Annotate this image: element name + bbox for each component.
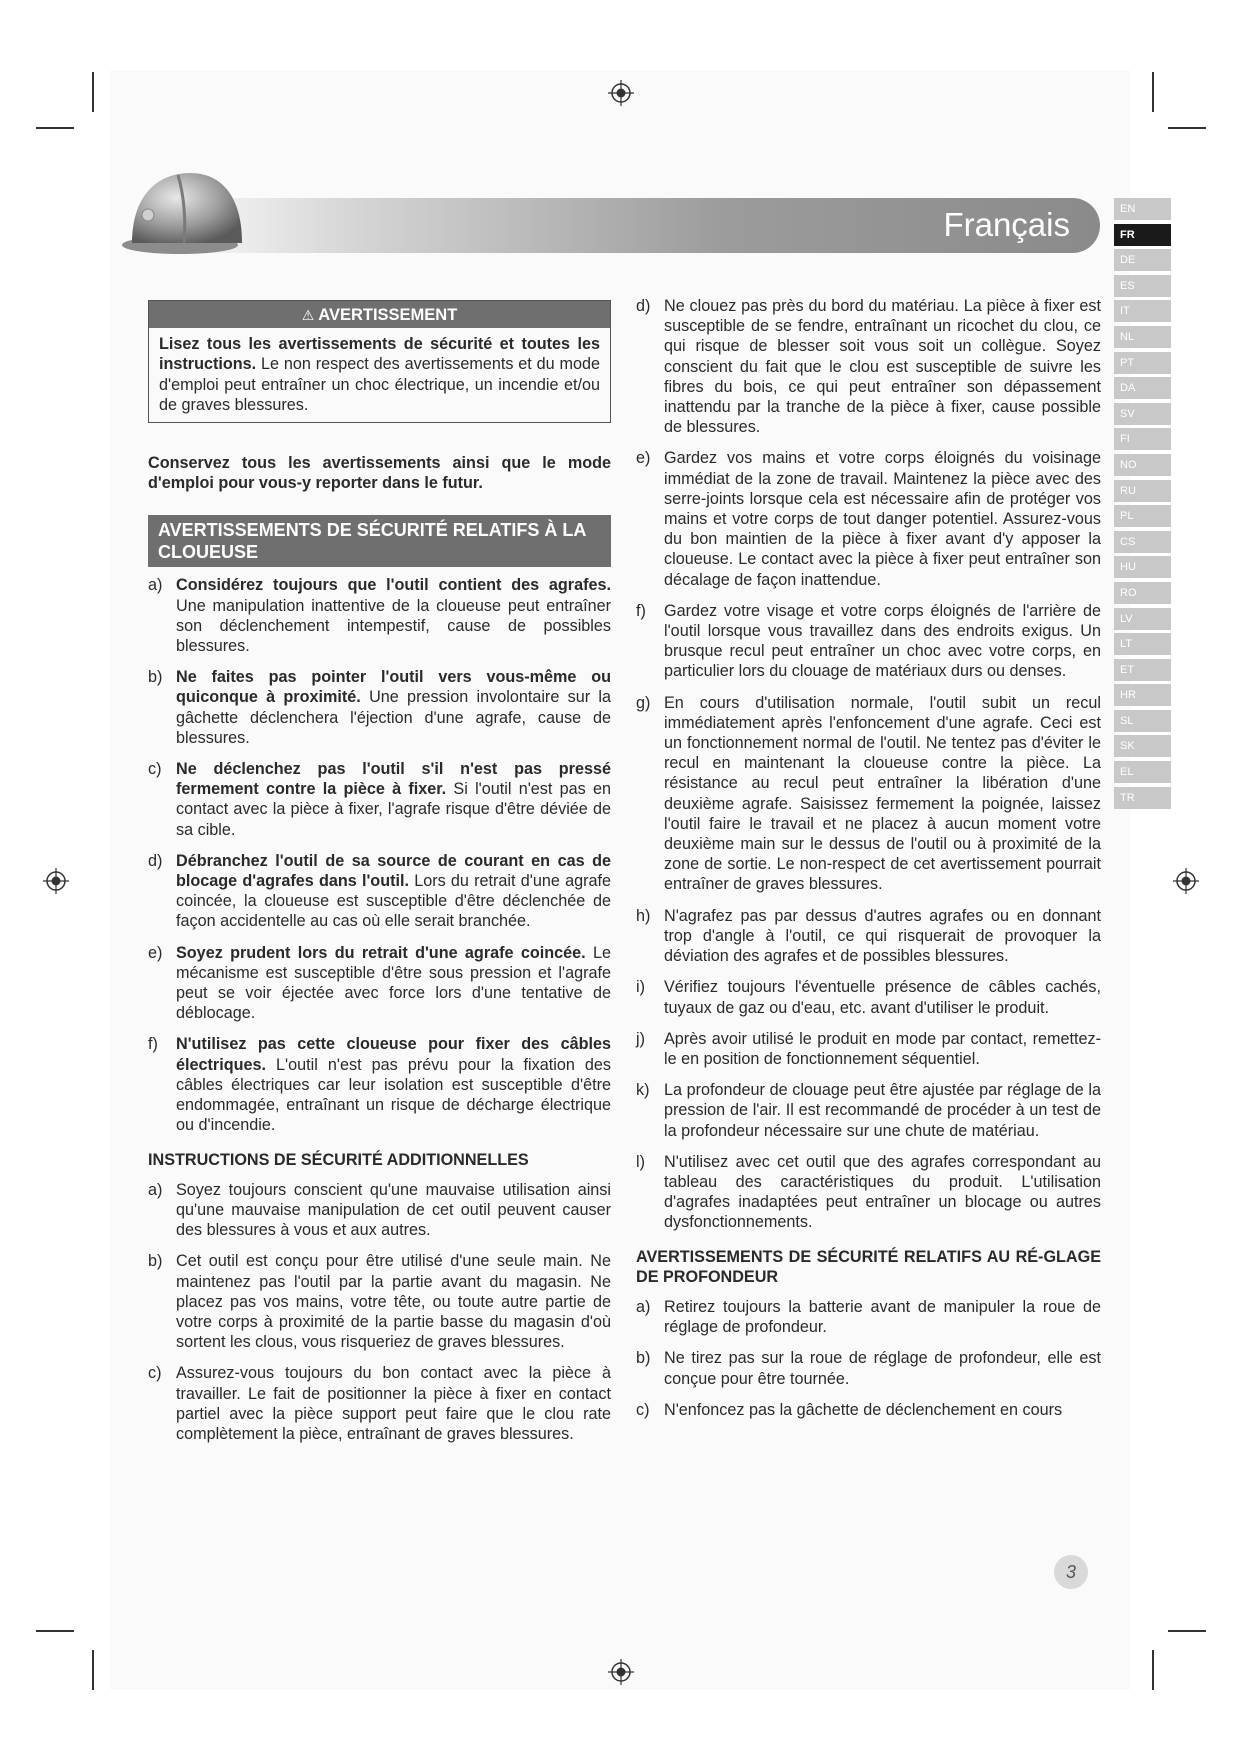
item-text: Assurez-vous toujours du bon contact avec la pièce à travailler. Le fait de positionner la pièce à fixer en contact partiel avec la pièce support peut faire que le clou rate complètement la pièce, entraînant de graves blessures. [176, 1364, 611, 1443]
language-tab-pt[interactable]: PT [1114, 352, 1171, 374]
item-label: k) [636, 1081, 650, 1100]
item-label: f) [636, 601, 646, 620]
item-label: f) [148, 1035, 158, 1054]
item-label: a) [148, 1180, 163, 1199]
registration-mark-icon [1171, 866, 1201, 896]
language-tab-ro[interactable]: RO [1114, 582, 1171, 604]
list-item [636, 1080, 1101, 1141]
item-text: N'agrafez pas par dessus d'autres agrafes ou en donnant trop d'angle à l'outil, ce qui risquerait de provoquer la déviation des agrafes et de possibles blessures. [664, 906, 1101, 966]
item-label: b) [148, 668, 163, 687]
warning-triangle-icon: ⚠ [301, 307, 315, 323]
list-item [148, 759, 611, 840]
warning-body: Lisez tous les avertissements de sécurité et toutes les instructions. Le non respect des avertissements et du mode d'emploi peut entraîner un choc électrique, un incendie et/ou de graves blessures. [159, 335, 600, 414]
item-text: Gardez votre visage et votre corps éloignés de l'arrière de l'outil lorsque vous travaillez dans des endroits exigus. Un brusque recul peut entraîner un choc avec votre corps, en particulier lors du clouage de matériaux durs ou denses. [664, 601, 1101, 681]
language-tabs [1114, 198, 1171, 812]
section3-list [636, 1297, 1101, 1420]
item-text: Si l'outil n'est pas en contact avec la pièce à fixer, l'agrafe risque d'être déviée de sa cible. [176, 780, 611, 839]
list-item [148, 851, 611, 932]
item-text: N'enfoncez pas la gâchette de déclenchement en cours [664, 1400, 1063, 1419]
crop-mark [1152, 1650, 1154, 1690]
language-tab-et[interactable]: ET [1114, 659, 1171, 681]
list-item [636, 1348, 1101, 1388]
item-label: c) [148, 1364, 162, 1383]
language-tab-en[interactable]: EN [1114, 198, 1171, 220]
header-band [150, 198, 1100, 253]
list-item [636, 977, 1101, 1017]
item-label: c) [636, 1400, 650, 1419]
language-tab-tr[interactable]: TR [1114, 787, 1171, 809]
language-tab-da[interactable]: DA [1114, 377, 1171, 399]
list-item [636, 448, 1101, 589]
crop-mark [1168, 127, 1206, 129]
item-label: e) [636, 449, 651, 468]
item-label: b) [636, 1349, 651, 1368]
item-label: a) [148, 576, 163, 595]
list-item [148, 1034, 611, 1135]
list-item [636, 1152, 1101, 1233]
language-tab-fi[interactable]: FI [1114, 428, 1171, 450]
item-text: Lors du retrait d'une agrafe coincée, la cloueuse est susceptible d'être déclenchée de façon accidentelle au cas où elle serait branchée. [176, 872, 611, 931]
language-tab-sl[interactable]: SL [1114, 710, 1171, 732]
item-text: Ne tirez pas sur la roue de réglage de profondeur, elle est conçue pour être tournée. [664, 1349, 1101, 1388]
item-text: Une pression involontaire sur la gâchette déclenchera l'éjection d'une agrafe, cause de blessures. [176, 688, 611, 747]
item-label: i) [636, 978, 645, 997]
section-heading: AVERTISSEMENTS DE SÉCURITÉ RELATIFS À LA CLOUEUSE [148, 515, 611, 567]
registration-mark-icon [41, 866, 71, 896]
list-item [148, 943, 611, 1024]
item-text: En cours d'utilisation normale, l'outil subit un recul immédiatement après l'enfoncement d'une agrafe. Ceci est un fonctionnement normal de l'outil. Ne tentez pas d'éviter le recul en maintenant la cloueuse contre la pièce. La résistance au recul peut entraîner la libération d'une deuxième agrafe. Saisissez fermement la poignée, laissez l'outil faire le travail et ne placez à aucun moment votre deuxième main sur le dessus de l'outil ou à proximité de la zone de sortie. Le non-respect de cet avertissement pourrait entraîner de graves blessures. [664, 693, 1101, 894]
keep-note: Conservez tous les avertissements ainsi que le mode d'emploi pour vous-y reporter dans le futur. [148, 454, 611, 493]
item-bold-text: N'utilisez pas cette cloueuse pour fixer des câbles électriques. [176, 1035, 611, 1074]
language-tab-pl[interactable]: PL [1114, 505, 1171, 527]
language-tab-ru[interactable]: RU [1114, 480, 1171, 502]
item-text: Après avoir utilisé le produit en mode par contact, remettez-le en position de fonctionnement séquentiel. [664, 1029, 1101, 1068]
registration-mark-icon [606, 78, 636, 108]
language-tab-sk[interactable]: SK [1114, 735, 1171, 757]
page-number: 3 [1054, 1555, 1088, 1589]
item-text: Gardez vos mains et votre corps éloignés du voisinage immédiat de la zone de travail. Maintenez la pièce avec des serre-joints lorsque cela est nécessaire afin de protéger vos mains et votre corps de tout danger potentiel. Assurez-vous du bon maintien de la pièce à fixer avant d'y apposer la cloueuse. Le contact avec la pièce à fixer peut entraîner son décalage de façon inattendue. [664, 449, 1101, 589]
crop-mark [1152, 72, 1154, 112]
language-tab-sv[interactable]: SV [1114, 403, 1171, 425]
item-label: d) [148, 851, 163, 870]
right-list [636, 296, 1101, 1233]
item-text: Soyez toujours conscient qu'une mauvaise utilisation ainsi qu'une mauvaise manipulation de cet outil peuvent causer des blessures à vous et aux autres. [176, 1180, 611, 1240]
crop-mark [92, 72, 94, 112]
list-item [148, 1363, 611, 1444]
item-label: g) [636, 693, 651, 712]
list-item [636, 1297, 1101, 1337]
list-item [636, 601, 1101, 682]
list-item [148, 1180, 611, 1241]
item-text: Le mécanisme est susceptible d'être sous pression et l'agrafe peut se voir éjectée avec force lors d'une tentative de déblocage. [176, 943, 611, 1023]
item-label: l) [636, 1152, 645, 1171]
language-tab-cs[interactable]: CS [1114, 531, 1171, 553]
language-tab-hu[interactable]: HU [1114, 556, 1171, 578]
item-label: a) [636, 1297, 651, 1316]
item-text: Une manipulation inattentive de la cloueuse peut entraîner son déclenchement intempestif, cause de possibles blessures. [176, 596, 611, 656]
item-text: Vérifiez toujours l'éventuelle présence de câbles cachés, tuyaux de gaz ou d'eau, etc. avant d'utiliser le produit. [664, 978, 1101, 1017]
crop-mark [92, 1650, 94, 1690]
list-item [636, 693, 1101, 895]
item-text: L'outil n'est pas prévu pour la fixation des câbles électriques car leur isolation est susceptible d'être endommagée, entraînant un risque de décharge électrique ou d'incendie. [176, 1055, 611, 1135]
registration-mark-icon [606, 1657, 636, 1687]
right-column [636, 296, 1101, 1431]
warning-title: ⚠ AVERTISSEMENT [149, 301, 610, 328]
language-tab-lv[interactable]: LV [1114, 608, 1171, 630]
item-text: Retirez toujours la batterie avant de manipuler la roue de réglage de profondeur. [664, 1297, 1101, 1337]
section2-list [148, 1180, 611, 1444]
item-label: j) [636, 1029, 645, 1048]
warning-box [148, 300, 611, 423]
crop-mark [36, 1630, 74, 1632]
section-heading: AVERTISSEMENTS DE SÉCURITÉ RELATIFS AU RÉ-GLAGE DE PROFONDEUR [636, 1247, 1101, 1286]
item-bold-text: Considérez toujours que l'outil contient des agrafes. [176, 576, 611, 595]
item-text: La profondeur de clouage peut être ajustée par réglage de la pression de l'air. Il est recommandé de procéder à un test de la profondeur nécessaire sur une chute de matériau. [664, 1081, 1101, 1140]
item-label: h) [636, 906, 651, 925]
list-item [148, 667, 611, 748]
item-label: c) [148, 760, 162, 779]
list-item [148, 1251, 611, 1352]
crop-mark [1168, 1630, 1206, 1632]
crop-mark [36, 127, 74, 129]
page-title: Français [943, 206, 1070, 243]
language-tab-hr[interactable]: HR [1114, 684, 1171, 706]
language-tab-fr[interactable]: FR [1114, 224, 1171, 246]
list-item [636, 1029, 1101, 1069]
language-tab-de[interactable]: DE [1114, 249, 1171, 271]
language-tab-es[interactable]: ES [1114, 275, 1171, 297]
language-tab-lt[interactable]: LT [1114, 633, 1171, 655]
item-text: Ne clouez pas près du bord du matériau. La pièce à fixer est susceptible de se fendre, entraînant un ricochet du clou, ce qui risque de blesser soit vous soit un collègue. Soyez conscient du fait que le clou est susceptible de suivre les fibres du bois, ce qui peut entraîner son dépassement inattendu par la tranche de la pièce à fixer, cause possible de blessures. [664, 297, 1101, 437]
list-item [636, 906, 1101, 967]
list-item [636, 1400, 1101, 1420]
left-column [148, 300, 611, 1455]
section1-list [148, 575, 611, 1135]
section-heading: INSTRUCTIONS DE SÉCURITÉ ADDITIONNELLES [148, 1150, 529, 1169]
list-item [148, 575, 611, 656]
item-label: e) [148, 943, 163, 962]
item-label: d) [636, 297, 651, 315]
item-label: b) [148, 1252, 163, 1271]
item-bold-text: Ne faites pas pointer l'outil vers vous-même ou quiconque à proximité. [176, 668, 611, 707]
item-bold-text: Ne déclenchez pas l'outil s'il n'est pas pressé fermement contre la pièce à fixer. [176, 760, 611, 799]
language-tab-nl[interactable]: NL [1114, 326, 1171, 348]
item-bold-text: Soyez prudent lors du retrait d'une agrafe coincée. [176, 943, 586, 962]
list-item [636, 296, 1101, 437]
language-tab-el[interactable]: EL [1114, 761, 1171, 783]
item-text: Cet outil est conçu pour être utilisé d'une seule main. Ne maintenez pas l'outil par la partie avant du magasin. Ne placez pas vos mains, votre tête, ou toute autre partie de votre corps à proximité de la partie basse du magasin d'où sortent les clous, vous risqueriez de graves blessures. [176, 1252, 611, 1352]
item-bold-text: Débranchez l'outil de sa source de courant en cas de blocage d'agrafes dans l'outil. [176, 851, 611, 891]
language-tab-it[interactable]: IT [1114, 300, 1171, 322]
language-tab-no[interactable]: NO [1114, 454, 1171, 476]
item-text: N'utilisez avec cet outil que des agrafes correspondant au tableau des caractéristiques du produit. L'utilisation d'agrafes inadaptées peut entraîner un blocage ou autres dysfonctionnements. [664, 1152, 1101, 1232]
helmet-icon [118, 165, 258, 255]
